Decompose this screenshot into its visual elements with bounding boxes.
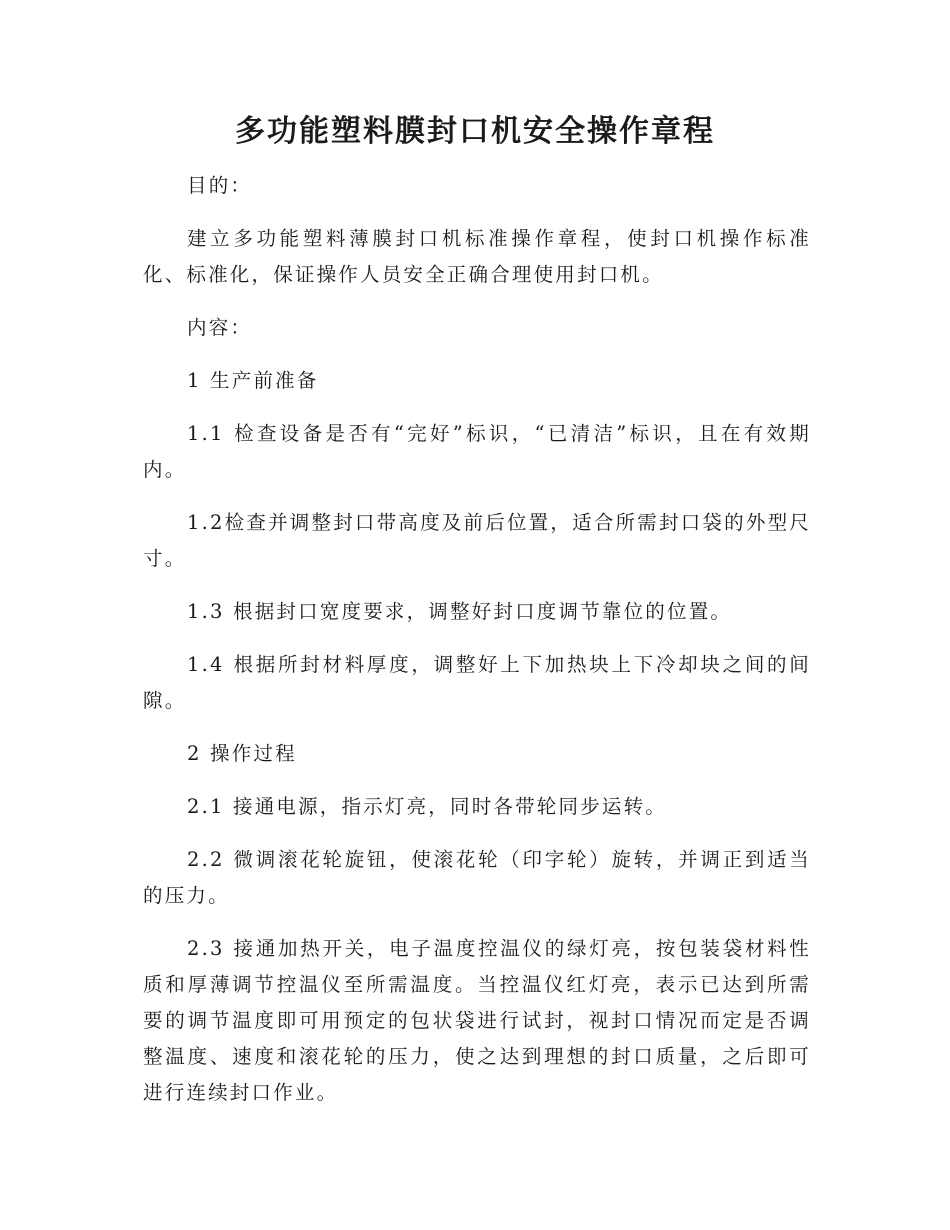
- paragraph-purpose-heading: 目的：: [187, 174, 253, 197]
- document-title: 多功能塑料膜封口机安全操作章程: [235, 114, 715, 149]
- paragraph-2-3: 2.3 接通加热开关，电子温度控温仪的绿灯亮，按包装袋材料性质和厚薄调节控温仪至所需温度。当控温仪红灯亮，表示已达到所需要的调节温度即可用预定的包状袋进行试封，视封口情况而定是否调整温度、速度和滚花轮的压力，使之达到理想的封口质量，之后即可进行连续封口作业。: [143, 937, 811, 1104]
- paragraph-1-4: 1.4 根据所封材料厚度，调整好上下加热块上下冷却块之间的间隙。: [143, 653, 811, 712]
- paragraph-1-2: 1.2检查并调整封口带高度及前后位置，适合所需封口袋的外型尺寸。: [143, 511, 811, 570]
- paragraph-1-1: 1.1 检查设备是否有“完好”标识，“已清洁”标识，且在有效期内。: [143, 422, 811, 481]
- paragraph-1-3: 1.3 根据封口宽度要求，调整好封口度调节靠位的位置。: [187, 600, 733, 623]
- paragraph-2-2: 2.2 微调滚花轮旋钮，使滚花轮（印字轮）旋转，并调正到适当的压力。: [143, 848, 811, 907]
- section-heading-preparation: 1 生产前准备: [187, 369, 319, 392]
- section-heading-operation: 2 操作过程: [187, 742, 297, 765]
- paragraph-purpose-text: 建立多功能塑料薄膜封口机标准操作章程，使封口机操作标准化、标准化，保证操作人员安全正确合理使用封口机。: [143, 227, 811, 286]
- paragraph-content-heading: 内容：: [187, 316, 253, 339]
- paragraph-2-1: 2.1 接通电源，指示灯亮，同时各带轮同步运转。: [187, 795, 668, 818]
- document-body: [143, 168, 811, 1128]
